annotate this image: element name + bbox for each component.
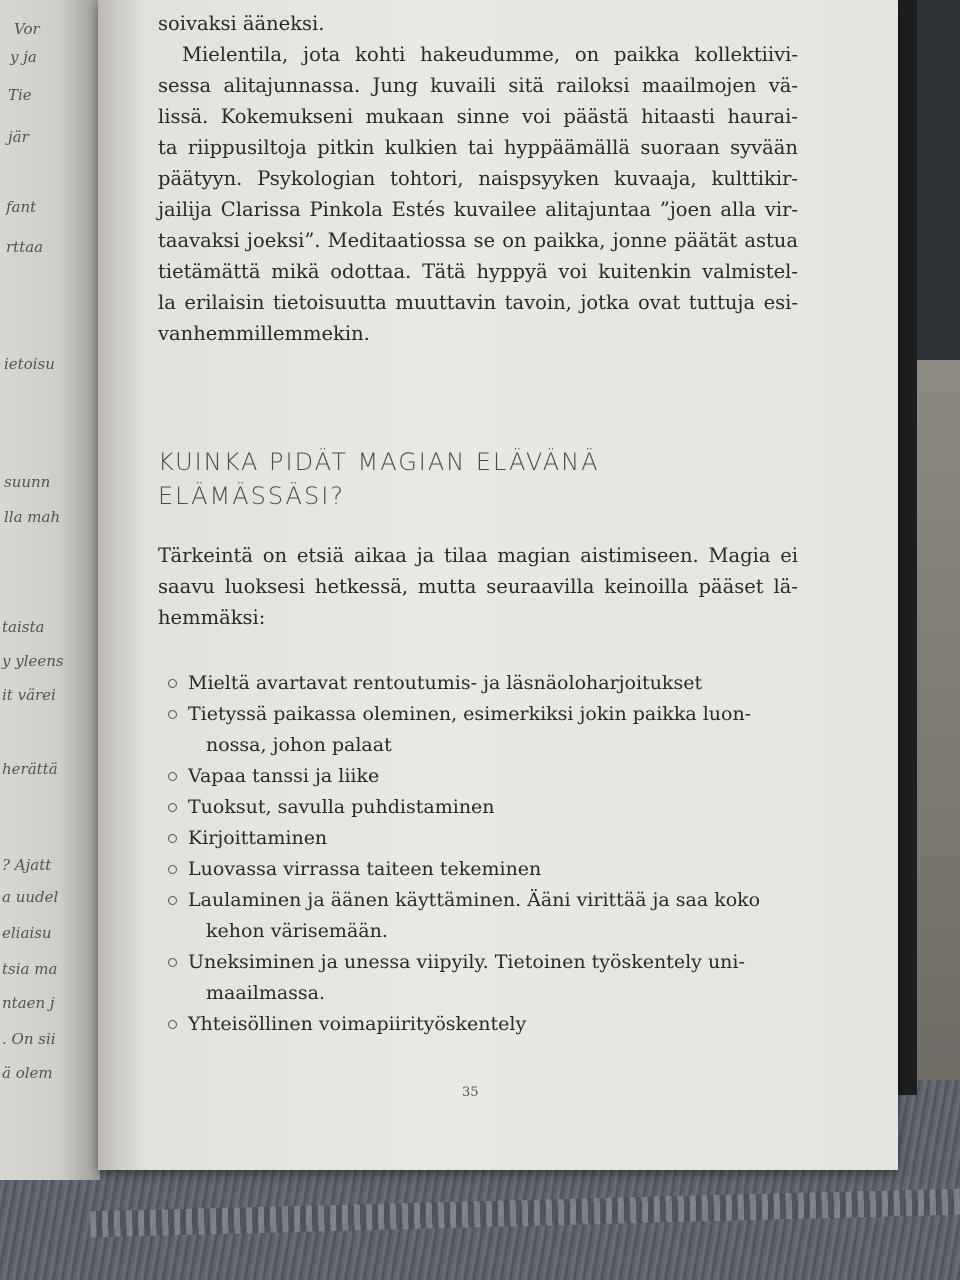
bullet-icon [168, 1020, 177, 1029]
list-item: Tuoksut, savulla puhdistaminen [166, 792, 806, 823]
book-cover-edge [895, 0, 917, 1095]
bullet-icon [168, 803, 177, 812]
left-page-fragment: Tie [8, 86, 32, 104]
page-number: 35 [462, 1085, 479, 1100]
intro-paragraph [158, 540, 798, 633]
paragraph-line: päätyyn. Psykologian tohtori, naispsyyken kuvaaja, kulttikir- [158, 167, 798, 190]
paragraph-line: la erilaisin tietoisuutta muuttavin tavoin, jotka ovat tuttuja esi- [158, 291, 798, 314]
paragraph-line: Mielentila, jota kohti hakeudumme, on paikka kollektiivi- [182, 43, 798, 66]
left-page-fragment: fant [6, 198, 37, 216]
left-page-fragment: y yleens [2, 652, 64, 670]
left-page-fragment: suunn [4, 473, 51, 491]
left-page-fragment: tsia ma [2, 960, 58, 978]
left-page-fragment: lla mah [4, 508, 61, 526]
top-paragraph [158, 8, 798, 349]
paragraph-line: saavu luoksesi hetkessä, mutta seuraavilla keinoilla pääset lä- [158, 575, 798, 598]
left-page-fragment: ntaen j [2, 994, 55, 1012]
left-page-fragment: it värei [2, 686, 56, 704]
left-page-fragment: ietoisu [4, 355, 55, 373]
bullet-icon [168, 865, 177, 874]
left-page-fragment: rttaa [6, 238, 44, 256]
left-page-fragment: jär [8, 128, 29, 146]
list-item: Luovassa virrassa taiteen tekeminen [166, 854, 806, 885]
left-page-fragment: herättä [2, 760, 58, 778]
left-page-fragment: Vor [14, 20, 40, 38]
left-page-fragment: taista [2, 618, 45, 636]
paragraph-line: sessa alitajunnassa. Jung kuvaili sitä railoksi maailmojen vä- [158, 74, 798, 97]
paragraph-line: tietämättä mikä odottaa. Tätä hyppyä voi kuitenkin valmistel- [158, 260, 798, 283]
list-item: Kirjoittaminen [166, 823, 806, 854]
left-page-fragment: ä olem [2, 1064, 53, 1082]
left-page-fragment: eliaisu [2, 924, 52, 942]
bullet-icon [168, 772, 177, 781]
paragraph-line: lissä. Kokemukseni mukaan sinne voi päästä hitaasti haurai- [158, 105, 798, 128]
list-item: Yhteisöllinen voimapiirityöskentely [166, 1009, 806, 1040]
bullet-icon [168, 679, 177, 688]
section-heading [158, 445, 798, 513]
book-page [98, 0, 898, 1170]
bullet-icon [168, 710, 177, 719]
bullet-icon [168, 896, 177, 905]
paragraph-line: soivaksi ääneksi. [158, 12, 325, 35]
left-page-fragment: a uudel [2, 888, 59, 906]
list-item: Uneksiminen ja unessa viipyily. Tietoinen työskentely uni- maailmassa. [166, 947, 806, 1009]
paragraph-line: ta riippusiltoja pitkin kulkien tai hyppäämällä suoraan syvään [158, 136, 798, 159]
bullet-list [166, 668, 806, 1040]
paragraph-line: jailija Clarissa Pinkola Estés kuvailee alitajuntaa ”joen alla vir- [158, 198, 798, 221]
paragraph-line: hemmäksi: [158, 606, 266, 629]
list-item: Mieltä avartavat rentoutumis- ja läsnäoloharjoitukset [166, 668, 806, 699]
list-item: Vapaa tanssi ja liike [166, 761, 806, 792]
list-item: Laulaminen ja äänen käyttäminen. Ääni virittää ja saa koko kehon värisemään. [166, 885, 806, 947]
bullet-icon [168, 958, 177, 967]
left-page-fragment: ? Ajatt [2, 856, 52, 874]
heading-line: ELÄMÄSSÄSI? [158, 482, 346, 510]
paragraph-line: taavaksi joeksi”. Meditaatiossa se on paikka, jonne päätät astua [158, 229, 798, 252]
heading-line: KUINKA PIDÄT MAGIAN ELÄVÄNÄ [158, 448, 600, 476]
left-page-fragment: y ja [10, 48, 37, 66]
paragraph-line: vanhemmillemmekin. [158, 322, 370, 345]
paragraph-line: Tärkeintä on etsiä aikaa ja tilaa magian aistimiseen. Magia ei [158, 544, 798, 567]
left-page-fragment: . On sii [2, 1030, 56, 1048]
list-item: Tietyssä paikassa oleminen, esimerkiksi jokin paikka luon- nossa, johon palaat [166, 699, 806, 761]
left-page [0, 0, 100, 1180]
bullet-icon [168, 834, 177, 843]
